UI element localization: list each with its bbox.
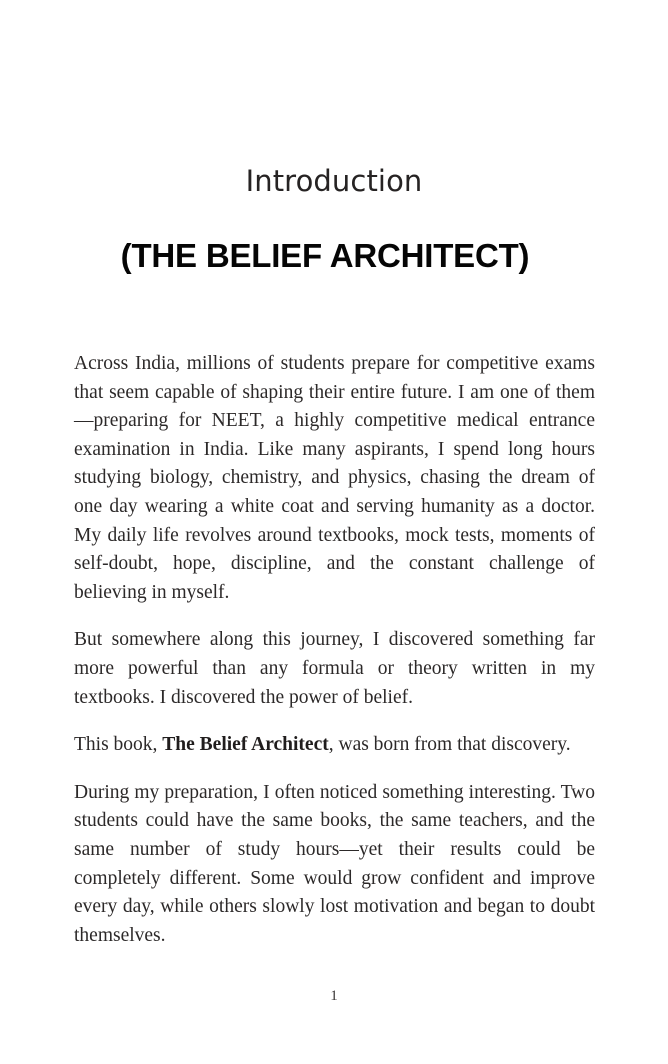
paragraph-2: But somewhere along this journey, I discovered something far more powerful than any formula or theory written in my textbooks. I discovered the power of belief.: [74, 629, 595, 708]
page-title: (THE BELIEF ARCHITECT): [120, 237, 530, 274]
paragraph-1: Across India, millions of students prepare for competitive exams that seem capable of shaping their entire future. I am one of them—preparing for NEET, a highly competitive medical entrance examination in India. Like many aspirants, I spend long hours studying biology, chemistry, and physics, chasing the dream of one day wearing a white coat and serving humanity as a doctor. My daily life revolves around textbooks, mock tests, moments of self-doubt, hope, discipline, and the constant challenge of believing in myself.: [74, 353, 595, 603]
chapter-label: Introduction: [245, 164, 423, 198]
paragraph-3: [74, 731, 595, 760]
paragraph-3-prefix: This book,: [74, 734, 163, 756]
paragraph-3-suffix: , was born from that discovery.: [328, 734, 571, 756]
paragraph-4: During my preparation, I often noticed something interesting. Two students could have the same books, the same teachers, and the same number of study hours—yet their results could be completely different. Some would grow confident and improve every day, while others slowly lost motivation and began to doubt themselves.: [74, 781, 595, 946]
body-text-block: [74, 350, 595, 950]
book-title-emphasis: The Belief Architect: [162, 734, 329, 756]
page-number: 1: [330, 988, 338, 1004]
